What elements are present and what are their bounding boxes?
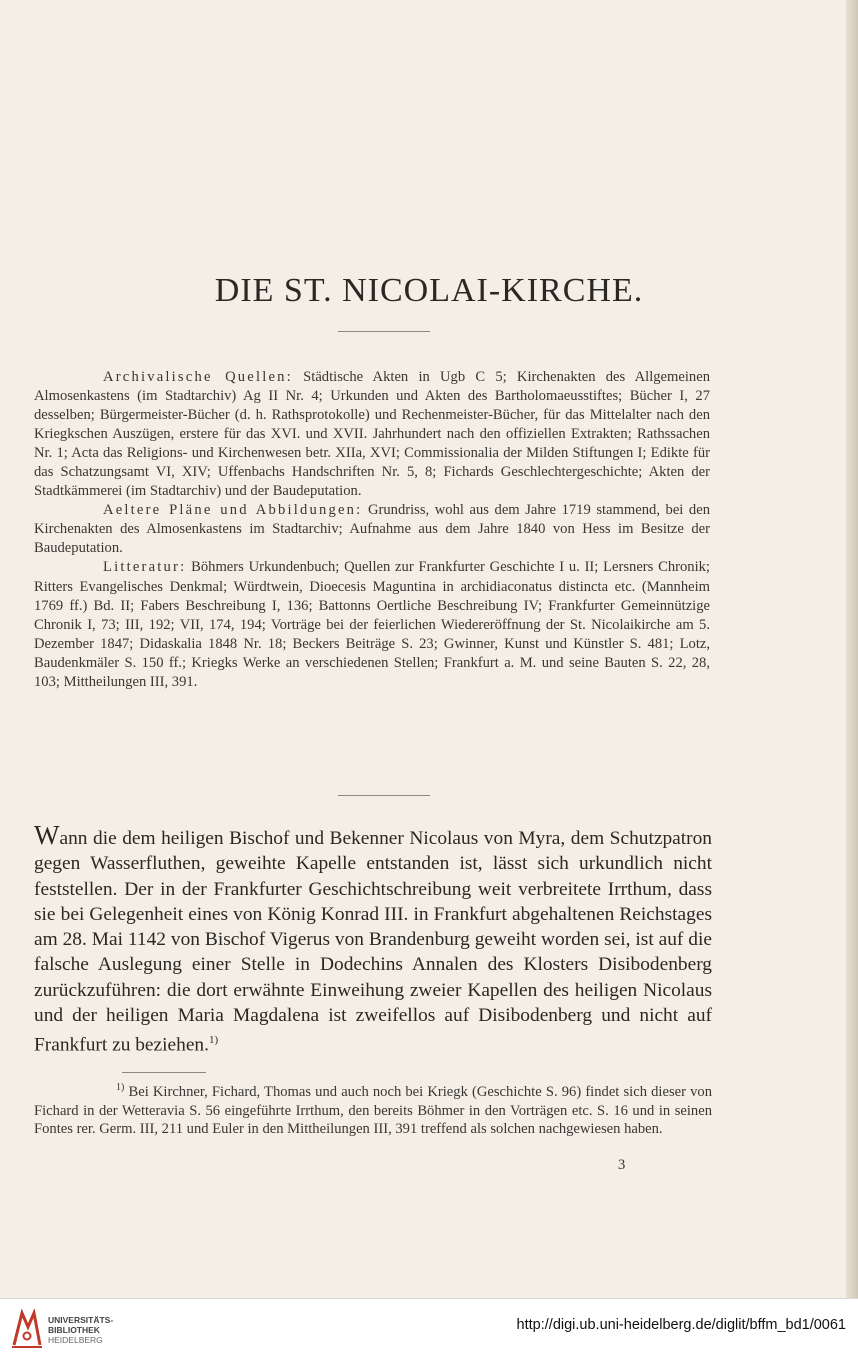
sources-block	[34, 368, 710, 692]
main-paragraph	[34, 822, 712, 1058]
initial-letter: W	[34, 820, 60, 850]
footnote-text: Bei Kirchner, Fichard, Thomas und auch noch bei Kriegk (Geschichte S. 96) findet sich dieser von Fichard in der Wetteravia S. 56 eingeführte Irrthum, den bereits Böhmer in den Vorträgen etc. S. 16 und in seinen Fontes rer. Germ. III, 211 und Euler in den Mittheilungen III, 391 treffend als solchen nachgewiesen haben.	[34, 1083, 712, 1138]
library-name	[48, 1315, 113, 1345]
sources-literature-text: Böhmers Urkundenbuch; Quellen zur Frankfurter Geschichte I u. II; Lersners Chronik; Ritters Evangelisches Denkmal; Würdtwein, Dioecesis Maguntina in archidiaconatus distincta etc. (Mannheim 1769 ff.) Bd. II; Fabers Beschreibung I, 136; Battonns Oertliche Beschreibung IV; Frankfurter Gemeinnützige Chronik I, 73; III, 192; VII, 174, 194; Vorträge bei der feierlichen Wiedereröffnung der St. Nicolaikirche am 5. Dezember 1847; Didaskalia 1848 Nr. 18; Beckers Beiträge S. 23; Gwinner, Kunst und Künstler S. 481; Lotz, Baudenkmäler S. 150 ff.; Kriegks Werke an verschiedenen Stellen; Frankfurt a. M. und seine Bauten S. 22, 28, 103; Mittheilungen III, 391.	[34, 559, 710, 690]
library-name-line3: HEIDELBERG	[48, 1335, 103, 1345]
viewer-footer	[0, 1298, 858, 1363]
sources-plans-text: Grundriss, wohl aus dem Jahre 1719 stammend, bei den Kirchenakten des Almosenkastens im Stadtarchiv; Aufnahme aus dem Jahre 1840 von Hess im Besitze der Baudeputation.	[34, 502, 710, 557]
main-paragraph-text: ann die dem heiligen Bischof und Bekenner Nicolaus von Myra, dem Schutzpatron gegen Wasserfluthen, geweihte Kapelle entstanden ist, lässt sich urkundlich nicht feststellen. Der in der Frankfurter Geschichtschreibung weit verbreitete Irrthum, dass sie bei Gelegenheit eines von König Konrad III. in Frankfurt abgehaltenen Reichstages am 28. Mai 1142 von Bischof Vigerus von Brandenburg geweiht worden sei, ist auf die falsche Auslegung einer Stelle in Dodechins Annalen des Klosters Disibodenberg zurückzuführen: die dort erwähnte Einweihung zweier Kapellen des heiligen Nicolaus und der heiligen Maria Magdalena ist zweifellos auf Disibodenberg und nicht auf Frankfurt zu beziehen.	[34, 828, 712, 1056]
university-library-logo-icon	[10, 1309, 44, 1349]
main-text	[34, 822, 712, 1058]
footnote	[34, 1079, 712, 1139]
library-name-line1: UNIVERSITÄTS-	[48, 1315, 114, 1325]
sources-archival	[34, 368, 710, 501]
sources-plans	[34, 501, 710, 558]
page-number: 3	[618, 1157, 626, 1173]
library-name-line2: BIBLIOTHEK	[48, 1325, 100, 1335]
sources-plans-label: Aeltere Pläne und Abbildungen:	[103, 502, 363, 519]
footnote-paragraph	[34, 1079, 712, 1139]
sources-archival-text: Städtische Akten in Ugb C 5; Kirchenakten des Allgemeinen Almosenkastens (im Stadtarchiv) Ag II Nr. 4; Urkunden und Akten des Bartholomaeusstiftes; Bücher I, 27 desselben; Bürgermeister-Bücher (d. h. Rathsprotokolle) und Rechenmeister-Bücher, für das Mittelalter nach den Kriegkschen Auszügen, erstere für das XVI. und XVII. Jahrhundert nach den offiziellen Extrakten; Rathssachen Nr. 1; Acta das Religions- und Kirchenwesen betr. XIIa, XVI; Commissionalia der Milden Stiftungen I; Edikte für das Schatzungsamt VI, XIV; Uffenbachs Handschriften Nr. 5, 8; Fichards Geschlechtergeschichte; Akten der Stadtkämmerei (im Stadtarchiv) und der Baudeputation.	[34, 369, 710, 500]
footnote-marker: 1)	[116, 1082, 125, 1093]
sources-divider	[338, 795, 430, 796]
title-divider	[338, 331, 430, 332]
sources-literature	[34, 558, 710, 691]
page-title: DIE ST. NICOLAI-KIRCHE.	[214, 272, 644, 309]
sources-archival-label: Archivalische Quellen:	[103, 369, 293, 385]
footnote-reference: 1)	[208, 1034, 219, 1047]
page-edge	[846, 0, 858, 1298]
permalink-url[interactable]: http://digi.ub.uni-heidelberg.de/diglit/bffm_bd1/0061	[516, 1317, 846, 1333]
footnote-divider	[122, 1072, 206, 1073]
sources-literature-label: Litteratur:	[103, 559, 187, 576]
